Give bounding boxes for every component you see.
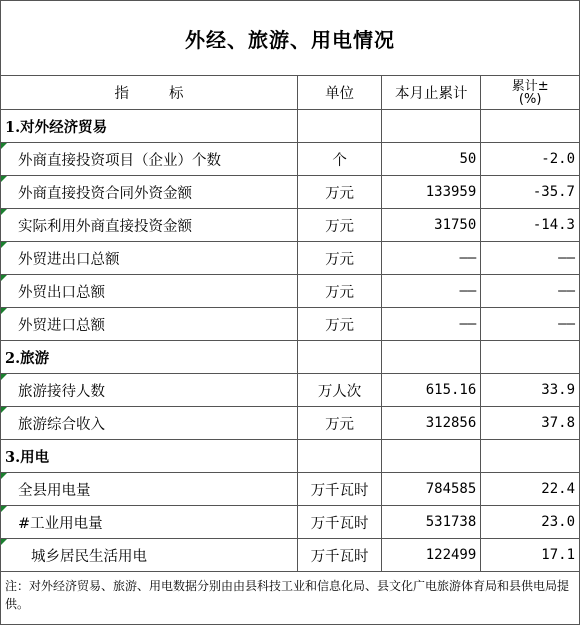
unit-cell: 万元	[298, 209, 382, 242]
unit-cell: 万千瓦时	[298, 506, 382, 539]
unit-cell: 万千瓦时	[298, 539, 382, 572]
unit-cell: 万元	[298, 242, 382, 275]
cumulative-value: 133959	[382, 176, 481, 209]
section-row	[1, 440, 579, 473]
cumulative-value: ——	[382, 308, 481, 341]
empty-cell	[382, 341, 481, 374]
section-label: 3.用电	[1, 440, 298, 473]
header-pct	[481, 76, 579, 110]
indicator-name-text: #工业用电量	[18, 515, 103, 532]
pct-change: ——	[481, 275, 579, 308]
cell-note-marker-icon	[1, 506, 7, 512]
empty-cell	[481, 110, 579, 143]
header-indicator	[1, 76, 298, 110]
header-pct-line2: (%)	[518, 91, 542, 107]
empty-cell	[298, 440, 382, 473]
cell-note-marker-icon	[1, 374, 7, 380]
header-pct-line1: 累计±	[511, 78, 549, 94]
indicator-name	[1, 308, 298, 341]
pct-change: ——	[481, 242, 579, 275]
cumulative-value: ——	[382, 242, 481, 275]
indicator-name	[1, 275, 298, 308]
cumulative-value: 50	[382, 143, 481, 176]
cell-note-marker-icon	[1, 407, 7, 413]
indicator-name-text: 外贸进口总额	[18, 317, 105, 334]
indicator-name-text: 外贸出口总额	[18, 284, 105, 301]
data-table	[1, 76, 579, 572]
table-row[interactable]	[1, 275, 579, 308]
indicator-name-text: 旅游接待人数	[18, 383, 105, 400]
indicator-name	[1, 407, 298, 440]
section-label: 1.对外经济贸易	[1, 110, 298, 143]
cell-note-marker-icon	[1, 143, 7, 149]
pct-change: -35.7	[481, 176, 579, 209]
cumulative-value: 531738	[382, 506, 481, 539]
footnote: 注：对外经济贸易、旅游、用电数据分别由由县科技工业和信息化局、县文化广电旅游体育局和县供电局提供。	[5, 579, 570, 611]
indicator-name-text: 外贸进出口总额	[18, 251, 120, 268]
unit-cell: 个	[298, 143, 382, 176]
section-label: 2.旅游	[1, 341, 298, 374]
cell-note-marker-icon	[1, 473, 7, 479]
empty-cell	[382, 110, 481, 143]
indicator-name	[1, 176, 298, 209]
indicator-name-text: 实际利用外商直接投资金额	[18, 218, 192, 235]
indicator-name	[1, 506, 298, 539]
empty-cell	[298, 110, 382, 143]
cumulative-value: ——	[382, 275, 481, 308]
indicator-name-text: 全县用电量	[18, 482, 91, 499]
pct-change: -2.0	[481, 143, 579, 176]
table-row[interactable]	[1, 407, 579, 440]
table-row[interactable]	[1, 209, 579, 242]
pct-change: -14.3	[481, 209, 579, 242]
unit-cell: 万人次	[298, 374, 382, 407]
indicator-name	[1, 539, 298, 572]
cell-note-marker-icon	[1, 176, 7, 182]
unit-cell: 万元	[298, 176, 382, 209]
section-row	[1, 341, 579, 374]
indicator-name	[1, 209, 298, 242]
indicator-name-text: 旅游综合收入	[18, 416, 105, 433]
header-indicator-b: 标	[169, 86, 184, 102]
empty-cell	[481, 440, 579, 473]
indicator-name-text: 城乡居民生活用电	[31, 548, 147, 565]
pct-change: 23.0	[481, 506, 579, 539]
unit-cell: 万千瓦时	[298, 473, 382, 506]
cumulative-value: 122499	[382, 539, 481, 572]
table-row[interactable]	[1, 143, 579, 176]
indicator-name	[1, 374, 298, 407]
indicator-name	[1, 242, 298, 275]
unit-cell: 万元	[298, 308, 382, 341]
header-cumulative: 本月止累计	[382, 76, 481, 110]
cell-note-marker-icon	[1, 275, 7, 281]
cumulative-value: 784585	[382, 473, 481, 506]
pct-change: ——	[481, 308, 579, 341]
table-row[interactable]	[1, 539, 579, 572]
unit-cell: 万元	[298, 407, 382, 440]
header-row	[1, 76, 579, 110]
cell-note-marker-icon	[1, 539, 7, 545]
table-row[interactable]	[1, 473, 579, 506]
section-row	[1, 110, 579, 143]
indicator-name	[1, 143, 298, 176]
cumulative-value: 312856	[382, 407, 481, 440]
empty-cell	[481, 341, 579, 374]
cell-note-marker-icon	[1, 242, 7, 248]
table-row[interactable]	[1, 374, 579, 407]
empty-cell	[382, 440, 481, 473]
pct-change: 37.8	[481, 407, 579, 440]
table-row[interactable]	[1, 176, 579, 209]
empty-cell	[298, 341, 382, 374]
page-title: 外经、旅游、用电情况	[1, 1, 579, 76]
pct-change: 17.1	[481, 539, 579, 572]
pct-change: 22.4	[481, 473, 579, 506]
header-indicator-a: 指	[114, 86, 129, 102]
indicator-name-text: 外商直接投资项目（企业）个数	[18, 152, 221, 169]
cumulative-value: 615.16	[382, 374, 481, 407]
table-row[interactable]	[1, 242, 579, 275]
indicator-name-text: 外商直接投资合同外资金额	[18, 185, 192, 202]
table-row[interactable]	[1, 506, 579, 539]
cell-note-marker-icon	[1, 308, 7, 314]
header-unit: 单位	[298, 76, 382, 110]
table-row[interactable]	[1, 308, 579, 341]
cell-note-marker-icon	[1, 209, 7, 215]
unit-cell: 万元	[298, 275, 382, 308]
cumulative-value: 31750	[382, 209, 481, 242]
pct-change: 33.9	[481, 374, 579, 407]
indicator-name	[1, 473, 298, 506]
